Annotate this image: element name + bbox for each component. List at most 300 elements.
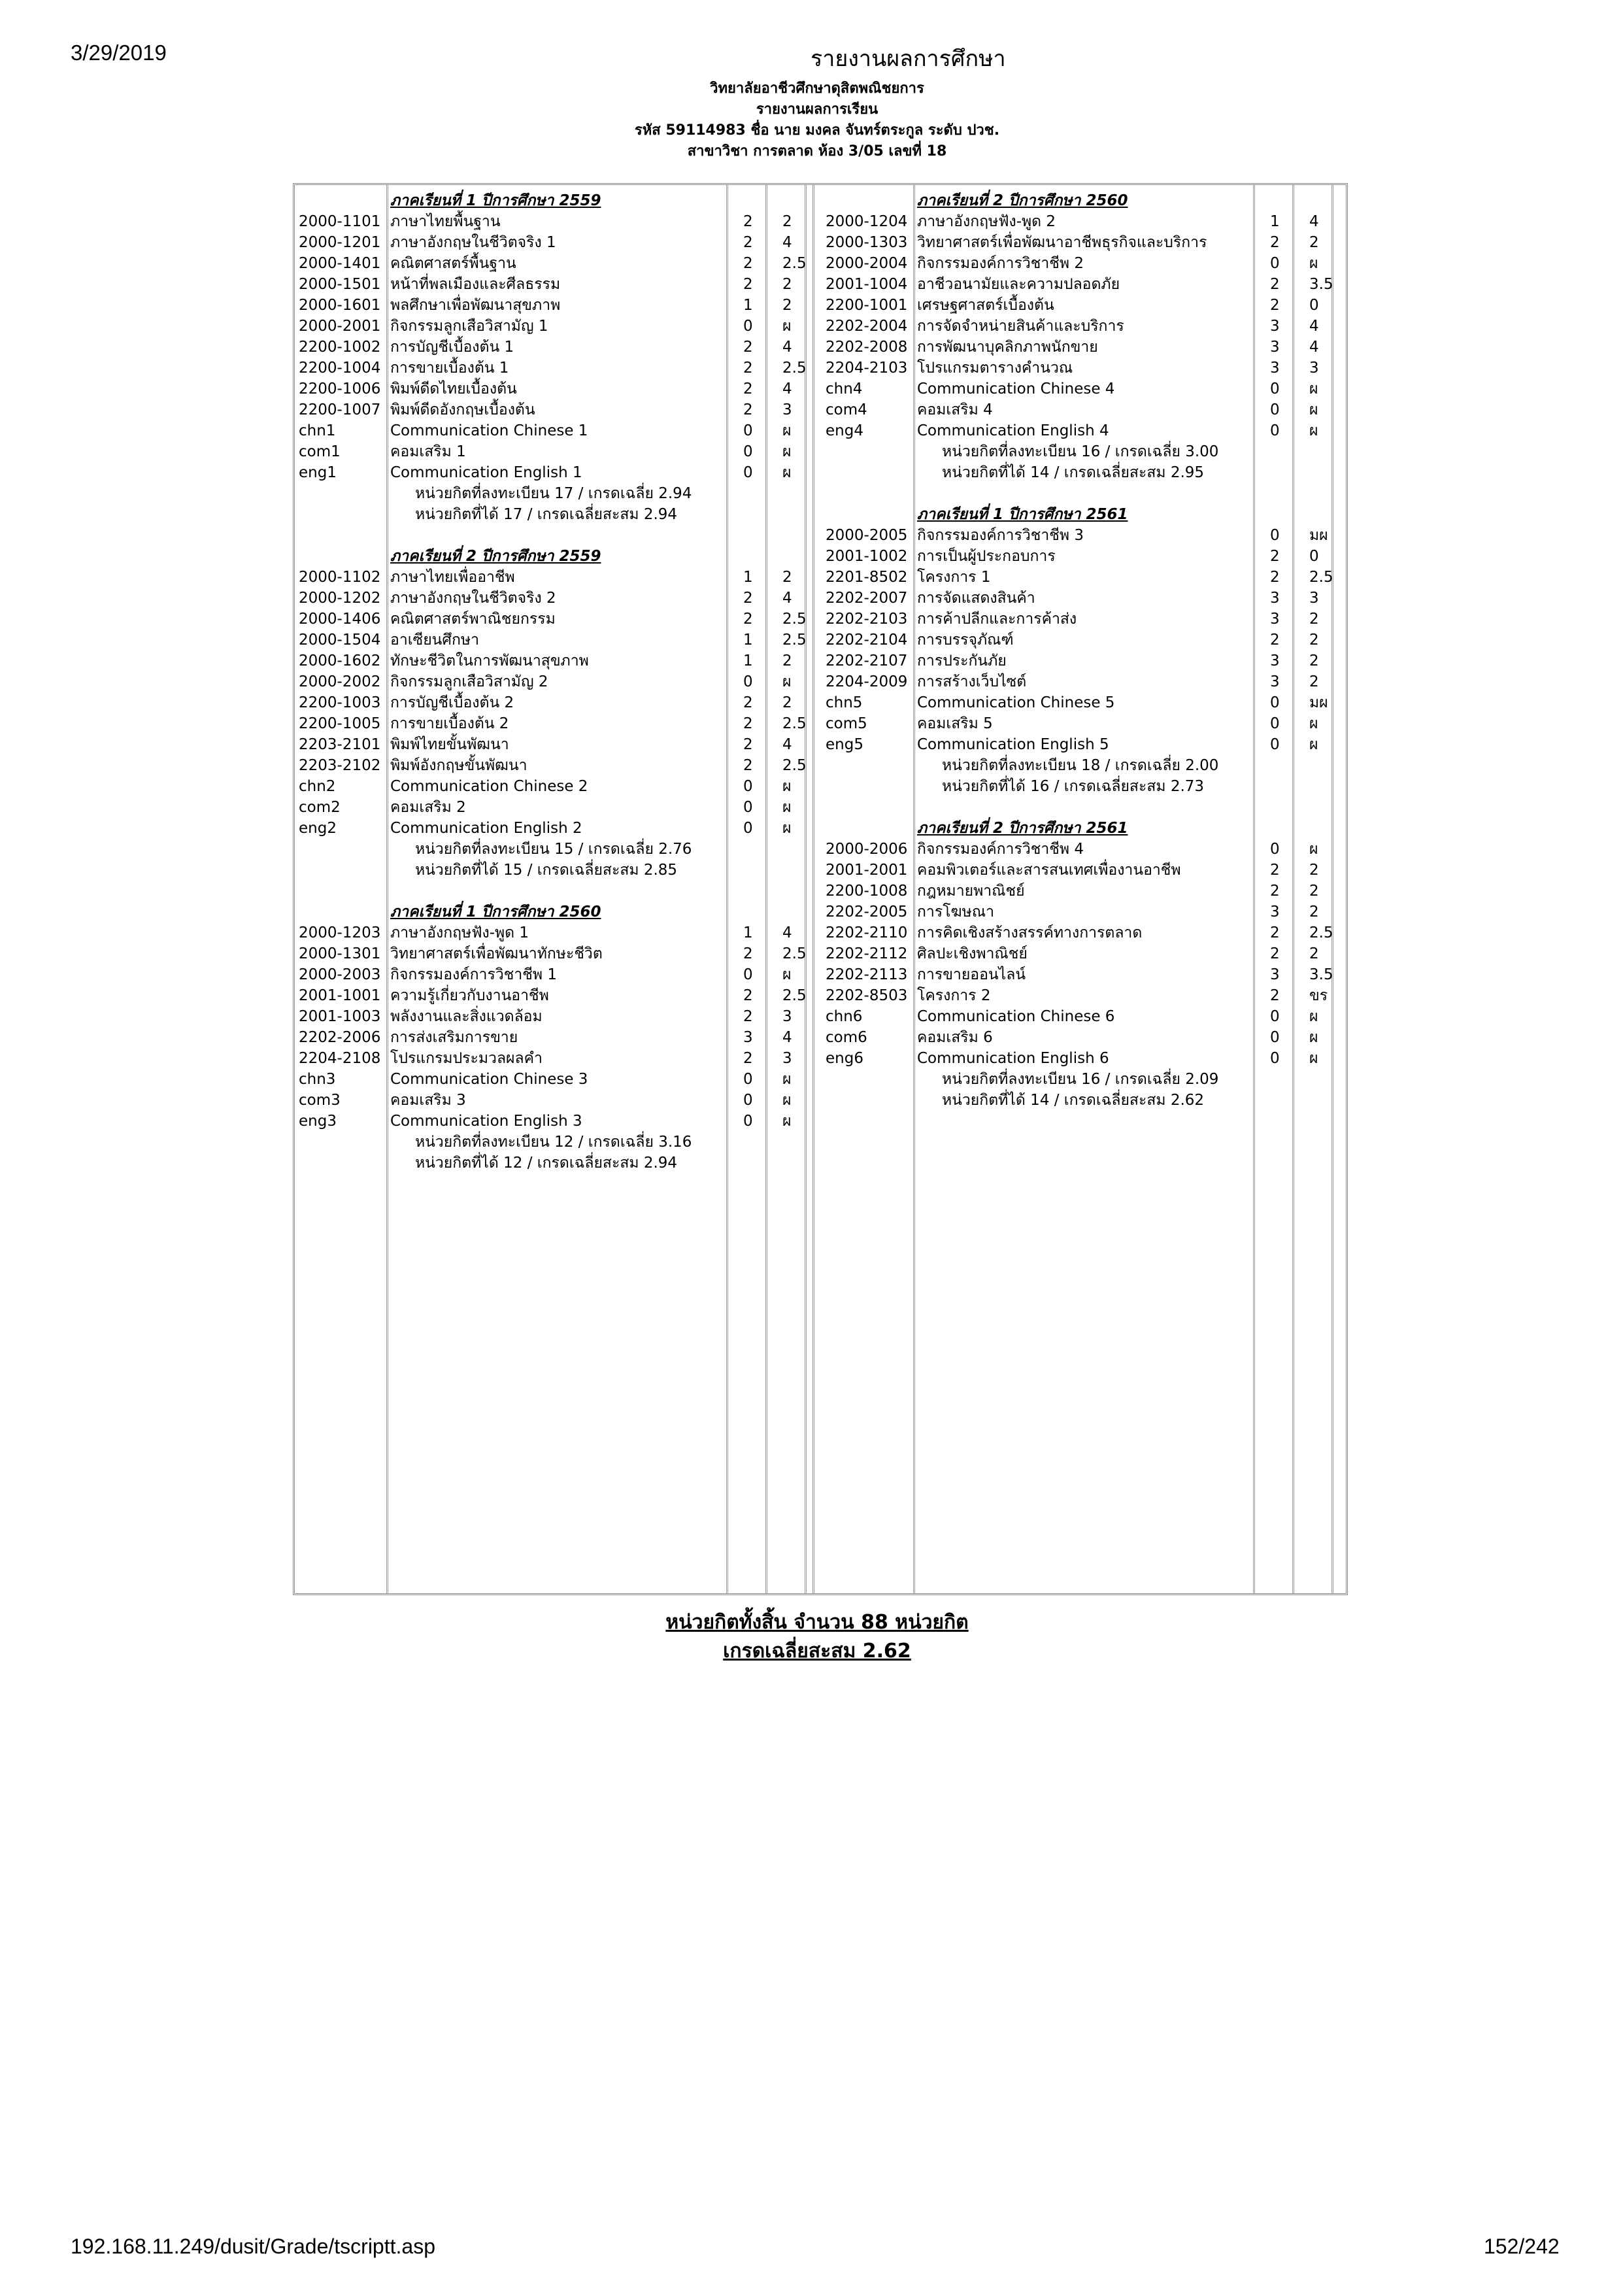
course-code: chn1 xyxy=(299,422,336,439)
course-name: การขายออนไลน์ xyxy=(917,966,1026,983)
course-code: 2000-2001 xyxy=(299,318,381,335)
course-row xyxy=(822,839,1345,860)
course-row xyxy=(822,588,1345,609)
semester-summary: หน่วยกิตที่ได้ 14 / เกรดเฉลี่ยสะสม 2.95 xyxy=(942,464,1205,481)
course-grade: 2.5 xyxy=(782,360,807,377)
course-code: 2203-2101 xyxy=(299,736,381,753)
course-name: คอมเสริม 2 xyxy=(390,799,466,816)
course-row xyxy=(295,567,812,588)
course-name: คอมเสริม 1 xyxy=(390,443,466,460)
course-credits: 0 xyxy=(743,443,753,460)
course-credits: 0 xyxy=(1270,715,1280,732)
course-grade: ผ xyxy=(782,1092,792,1109)
course-name: Communication English 6 xyxy=(917,1050,1109,1067)
course-row xyxy=(822,943,1345,964)
course-row xyxy=(822,881,1345,902)
course-name: อาชีวอนามัยและความปลอดภัย xyxy=(917,276,1120,293)
semester-summary: หน่วยกิตที่ได้ 17 / เกรดเฉลี่ยสะสม 2.94 xyxy=(415,506,678,523)
course-grade: มผ xyxy=(1309,527,1328,544)
course-grade: 2 xyxy=(1309,673,1319,690)
semester-heading: ภาคเรียนที่ 2 ปีการศึกษา 2559 xyxy=(390,548,601,565)
course-row xyxy=(295,379,812,399)
course-grade: ผ xyxy=(782,422,792,439)
course-row xyxy=(822,1048,1345,1069)
course-name: พลังงานและสิ่งแวดล้อม xyxy=(390,1008,543,1025)
page-title: รายงานผลการศึกษา xyxy=(811,46,1006,71)
course-code: 2000-2003 xyxy=(299,966,381,983)
course-row xyxy=(822,922,1345,943)
course-code: 2000-1102 xyxy=(299,569,381,586)
course-grade: 2.5 xyxy=(782,632,807,649)
report-header xyxy=(458,78,1177,162)
course-credits: 2 xyxy=(743,380,753,397)
course-grade: ขร xyxy=(1309,987,1328,1004)
course-code: 2200-1007 xyxy=(299,401,381,418)
course-credits: 0 xyxy=(1270,527,1280,544)
semester-summary: หน่วยกิตที่ลงทะเบียน 17 / เกรดเฉลี่ย 2.94 xyxy=(415,485,692,502)
course-credits: 2 xyxy=(743,945,753,962)
course-name: การขายเบื้องต้น 2 xyxy=(390,715,509,732)
course-name: Communication Chinese 5 xyxy=(917,694,1115,711)
course-row xyxy=(295,316,812,337)
course-code: 2200-1001 xyxy=(826,297,908,314)
course-code: eng4 xyxy=(826,422,863,439)
course-credits: 0 xyxy=(743,464,753,481)
summary-row xyxy=(822,1069,1345,1090)
course-row xyxy=(822,1006,1345,1027)
course-row xyxy=(295,274,812,295)
course-credits: 1 xyxy=(743,569,753,586)
course-name: คณิตศาสตร์พาณิชยกรรม xyxy=(390,611,556,628)
course-credits: 2 xyxy=(743,1008,753,1025)
course-credits: 3 xyxy=(1270,318,1280,335)
course-grade: 3 xyxy=(782,1050,792,1067)
course-credits: 3 xyxy=(1270,611,1280,628)
report-name: รายงานผลการเรียน xyxy=(756,101,878,118)
course-grade: ผ xyxy=(1309,841,1318,858)
course-grade: 4 xyxy=(782,924,792,941)
course-name: Communication Chinese 3 xyxy=(390,1071,588,1088)
course-row xyxy=(822,420,1345,441)
course-name: การพัฒนาบุคลิกภาพนักขาย xyxy=(917,339,1098,356)
course-name: วิทยาศาสตร์เพื่อพัฒนาทักษะชีวิต xyxy=(390,945,603,962)
course-code: 2202-2107 xyxy=(826,652,908,669)
course-credits: 3 xyxy=(1270,590,1280,607)
course-code: 2200-1003 xyxy=(299,694,381,711)
course-grade: ผ xyxy=(782,464,792,481)
course-name: Communication Chinese 4 xyxy=(917,380,1115,397)
course-grade: 2 xyxy=(782,213,792,230)
course-code: chn2 xyxy=(299,778,336,795)
course-code: 2000-1101 xyxy=(299,213,381,230)
course-code: com1 xyxy=(299,443,341,460)
course-name: ภาษาไทยเพื่ออาชีพ xyxy=(390,569,515,586)
summary-row xyxy=(295,839,812,860)
course-code: chn5 xyxy=(826,694,863,711)
course-grade: 2.5 xyxy=(782,255,807,272)
semester-row xyxy=(822,818,1345,839)
course-grade: ผ xyxy=(1309,255,1318,272)
course-row xyxy=(295,358,812,379)
course-credits: 2 xyxy=(743,715,753,732)
course-grade: 2 xyxy=(1309,903,1319,920)
course-credits: 2 xyxy=(743,234,753,251)
semester-summary: หน่วยกิตที่ได้ 14 / เกรดเฉลี่ยสะสม 2.62 xyxy=(942,1092,1205,1109)
course-row xyxy=(295,253,812,274)
course-grade: 2 xyxy=(1309,632,1319,649)
course-grade: 2 xyxy=(1309,862,1319,879)
course-name: กิจกรรมองค์การวิชาชีพ 2 xyxy=(917,255,1084,272)
course-grade: ผ xyxy=(782,778,792,795)
course-row xyxy=(822,379,1345,399)
course-grade: ผ xyxy=(782,673,792,690)
course-code: 2202-2005 xyxy=(826,903,908,920)
summary-row xyxy=(295,504,812,525)
course-grade: ผ xyxy=(782,966,792,983)
course-row xyxy=(295,1090,812,1111)
course-credits: 0 xyxy=(1270,1029,1280,1046)
course-grade: ผ xyxy=(782,820,792,837)
course-row xyxy=(295,1111,812,1132)
course-credits: 0 xyxy=(1270,736,1280,753)
course-code: eng3 xyxy=(299,1113,337,1130)
semester-summary: หน่วยกิตที่ได้ 15 / เกรดเฉลี่ยสะสม 2.85 xyxy=(415,862,678,879)
semester-summary: หน่วยกิตที่ลงทะเบียน 18 / เกรดเฉลี่ย 2.00 xyxy=(942,757,1219,774)
course-row xyxy=(822,232,1345,253)
course-row xyxy=(295,1006,812,1027)
semester-heading: ภาคเรียนที่ 1 ปีการศึกษา 2560 xyxy=(390,903,601,920)
course-credits: 3 xyxy=(1270,360,1280,377)
course-code: 2202-2112 xyxy=(826,945,908,962)
course-grade: 3 xyxy=(782,1008,792,1025)
course-grade: 2 xyxy=(782,652,792,669)
course-code: 2202-2004 xyxy=(826,318,908,335)
blank-row xyxy=(295,525,812,546)
course-credits: 2 xyxy=(743,213,753,230)
course-row xyxy=(295,588,812,609)
course-name: Communication English 5 xyxy=(917,736,1109,753)
course-grade: 3.5 xyxy=(1309,966,1333,983)
course-grade: ผ xyxy=(782,1071,792,1088)
semester-heading: ภาคเรียนที่ 2 ปีการศึกษา 2561 xyxy=(917,820,1128,837)
course-code: 2201-8502 xyxy=(826,569,908,586)
course-code: eng2 xyxy=(299,820,337,837)
course-name: กิจกรรมลูกเสือวิสามัญ 1 xyxy=(390,318,548,335)
course-row xyxy=(822,253,1345,274)
cumulative-gpa: เกรดเฉลี่ยสะสม 2.62 xyxy=(723,1640,911,1663)
course-code: 2200-1004 xyxy=(299,360,381,377)
semester-heading: ภาคเรียนที่ 2 ปีการศึกษา 2560 xyxy=(917,192,1128,209)
course-row xyxy=(295,420,812,441)
course-grade: ผ xyxy=(1309,422,1318,439)
class-info: สาขาวิชา การตลาด ห้อง 3/05 เลขที่ 18 xyxy=(687,143,947,160)
course-name: การบัญชีเบื้องต้น 1 xyxy=(390,339,514,356)
course-name: การโฆษณา xyxy=(917,903,995,920)
course-code: 2001-1003 xyxy=(299,1008,381,1025)
semester-summary: หน่วยกิตที่ลงทะเบียน 16 / เกรดเฉลี่ย 3.00 xyxy=(942,443,1219,460)
course-row xyxy=(822,358,1345,379)
course-row xyxy=(822,630,1345,650)
summary-row xyxy=(822,776,1345,797)
course-grade: 3.5 xyxy=(1309,276,1333,293)
course-grade: ผ xyxy=(1309,401,1318,418)
course-row xyxy=(295,755,812,776)
course-credits: 2 xyxy=(1270,883,1280,900)
course-code: chn6 xyxy=(826,1008,863,1025)
course-credits: 1 xyxy=(743,924,753,941)
course-grade: 4 xyxy=(782,380,792,397)
course-code: 2204-2103 xyxy=(826,360,908,377)
course-name: การจัดแสดงสินค้า xyxy=(917,590,1035,607)
summary-row xyxy=(295,1153,812,1173)
course-row xyxy=(822,671,1345,692)
course-credits: 0 xyxy=(1270,255,1280,272)
blank-row xyxy=(822,483,1345,504)
course-grade: 2 xyxy=(1309,611,1319,628)
course-code: chn4 xyxy=(826,380,863,397)
course-credits: 2 xyxy=(743,611,753,628)
course-name: อาเซียนศึกษา xyxy=(390,632,480,649)
summary-row xyxy=(295,483,812,504)
course-name: โปรแกรมตารางคำนวณ xyxy=(917,360,1073,377)
course-code: 2202-2110 xyxy=(826,924,908,941)
course-row xyxy=(295,734,812,755)
course-grade: ผ xyxy=(1309,1008,1318,1025)
course-row xyxy=(295,818,812,839)
course-credits: 3 xyxy=(1270,903,1280,920)
course-grade: 3 xyxy=(1309,360,1319,377)
course-row xyxy=(295,776,812,797)
course-grade: ผ xyxy=(1309,1029,1318,1046)
course-row xyxy=(295,232,812,253)
course-code: 2202-2104 xyxy=(826,632,908,649)
course-grade: 2 xyxy=(1309,883,1319,900)
course-code: 2202-2007 xyxy=(826,590,908,607)
course-name: พิมพ์ไทยขั้นพัฒนา xyxy=(390,736,509,753)
course-row xyxy=(822,316,1345,337)
course-row xyxy=(822,295,1345,316)
course-grade: 4 xyxy=(782,736,792,753)
course-row xyxy=(295,630,812,650)
summary-row xyxy=(295,1132,812,1153)
course-grade: ผ xyxy=(782,443,792,460)
course-name: การประกันภัย xyxy=(917,652,1007,669)
course-code: com4 xyxy=(826,401,867,418)
course-code: 2000-1602 xyxy=(299,652,381,669)
course-grade: 3 xyxy=(1309,590,1319,607)
page-url: 192.168.11.249/dusit/Grade/tscriptt.asp xyxy=(71,2235,435,2258)
course-row xyxy=(822,609,1345,630)
course-row xyxy=(295,985,812,1006)
course-credits: 2 xyxy=(743,255,753,272)
course-row xyxy=(822,1027,1345,1048)
semester-heading: ภาคเรียนที่ 1 ปีการศึกษา 2559 xyxy=(390,192,601,209)
course-code: 2001-1004 xyxy=(826,276,908,293)
print-date: 3/29/2019 xyxy=(71,41,167,65)
course-name: กิจกรรมองค์การวิชาชีพ 3 xyxy=(917,527,1084,544)
semester-row xyxy=(295,546,812,567)
course-grade: ผ xyxy=(1309,736,1318,753)
course-code: 2000-2005 xyxy=(826,527,908,544)
college-name: วิทยาลัยอาชีวศึกษาดุสิตพณิชยการ xyxy=(710,80,924,97)
course-name: ความรู้เกี่ยวกับงานอาชีพ xyxy=(390,987,549,1004)
course-code: 2204-2009 xyxy=(826,673,908,690)
course-grade: 2.5 xyxy=(1309,569,1333,586)
course-code: 2202-2006 xyxy=(299,1029,381,1046)
course-code: 2000-1301 xyxy=(299,945,381,962)
course-row xyxy=(295,295,812,316)
course-name: การสร้างเว็บไซต์ xyxy=(917,673,1027,690)
course-code: 2200-1002 xyxy=(299,339,381,356)
course-name: กิจกรรมลูกเสือวิสามัญ 2 xyxy=(390,673,548,690)
summary-row xyxy=(822,755,1345,776)
course-row xyxy=(822,734,1345,755)
course-name: โปรแกรมประมวลผลคำ xyxy=(390,1050,543,1067)
course-credits: 0 xyxy=(743,820,753,837)
course-credits: 2 xyxy=(1270,276,1280,293)
course-row xyxy=(295,671,812,692)
left-course-column xyxy=(295,190,812,1173)
course-code: 2202-2103 xyxy=(826,611,908,628)
course-credits: 0 xyxy=(743,1113,753,1130)
course-name: พิมพ์อังกฤษขั้นพัฒนา xyxy=(390,757,527,774)
page-number: 152/242 xyxy=(1484,2235,1560,2258)
course-credits: 0 xyxy=(1270,401,1280,418)
course-grade: 4 xyxy=(782,234,792,251)
course-code: 2202-8503 xyxy=(826,987,908,1004)
total-credits: หน่วยกิตทั้งสิ้น จำนวน 88 หน่วยกิต xyxy=(665,1611,969,1634)
course-code: 2000-1601 xyxy=(299,297,381,314)
course-row xyxy=(822,985,1345,1006)
course-credits: 0 xyxy=(1270,422,1280,439)
course-row xyxy=(295,650,812,671)
course-code: 2000-1501 xyxy=(299,276,381,293)
course-credits: 2 xyxy=(743,360,753,377)
course-name: การค้าปลีกและการค้าส่ง xyxy=(917,611,1077,628)
course-row xyxy=(295,1069,812,1090)
course-credits: 3 xyxy=(1270,673,1280,690)
course-credits: 2 xyxy=(743,276,753,293)
course-code: com3 xyxy=(299,1092,341,1109)
course-row xyxy=(822,567,1345,588)
course-grade: 4 xyxy=(1309,339,1319,356)
course-grade: 2 xyxy=(782,276,792,293)
summary-row xyxy=(295,860,812,881)
course-grade: 4 xyxy=(1309,213,1319,230)
course-name: Communication English 2 xyxy=(390,820,582,837)
course-credits: 0 xyxy=(743,318,753,335)
course-credits: 2 xyxy=(1270,234,1280,251)
course-code: 2202-2008 xyxy=(826,339,908,356)
course-credits: 2 xyxy=(743,757,753,774)
course-code: 2001-1001 xyxy=(299,987,381,1004)
course-code: com2 xyxy=(299,799,341,816)
semester-row xyxy=(822,504,1345,525)
course-credits: 2 xyxy=(1270,862,1280,879)
course-name: Communication Chinese 2 xyxy=(390,778,588,795)
course-code: 2200-1005 xyxy=(299,715,381,732)
course-code: 2202-2113 xyxy=(826,966,908,983)
course-credits: 2 xyxy=(743,736,753,753)
blank-row xyxy=(295,881,812,902)
course-grade: 2.5 xyxy=(782,715,807,732)
course-credits: 1 xyxy=(743,632,753,649)
semester-summary: หน่วยกิตที่ลงทะเบียน 16 / เกรดเฉลี่ย 2.09 xyxy=(942,1071,1219,1088)
course-code: 2203-2102 xyxy=(299,757,381,774)
course-grade: 2 xyxy=(1309,652,1319,669)
course-name: พิมพ์ดีดอังกฤษเบื้องต้น xyxy=(390,401,535,418)
course-name: การจัดจำหน่ายสินค้าและบริการ xyxy=(917,318,1124,335)
course-row xyxy=(295,964,812,985)
course-code: 2000-1201 xyxy=(299,234,381,251)
course-credits: 2 xyxy=(743,339,753,356)
course-name: พลศึกษาเพื่อพัฒนาสุขภาพ xyxy=(390,297,561,314)
course-row xyxy=(295,399,812,420)
course-row xyxy=(822,713,1345,734)
course-name: ภาษาอังกฤษในชีวิตจริง 1 xyxy=(390,234,556,251)
course-credits: 2 xyxy=(743,590,753,607)
course-code: chn3 xyxy=(299,1071,336,1088)
semester-summary: หน่วยกิตที่ลงทะเบียน 12 / เกรดเฉลี่ย 3.16 xyxy=(415,1134,692,1151)
course-code: 2000-2006 xyxy=(826,841,908,858)
course-credits: 1 xyxy=(1270,213,1280,230)
course-row xyxy=(822,650,1345,671)
course-name: กิจกรรมองค์การวิชาชีพ 4 xyxy=(917,841,1084,858)
course-row xyxy=(822,964,1345,985)
course-credits: 2 xyxy=(1270,632,1280,649)
course-credits: 3 xyxy=(743,1029,753,1046)
column-divider xyxy=(812,185,814,1593)
course-credits: 0 xyxy=(1270,841,1280,858)
course-grade: 2.5 xyxy=(782,757,807,774)
course-name: คณิตศาสตร์พื้นฐาน xyxy=(390,255,516,272)
transcript-table xyxy=(293,183,1348,1595)
course-code: 2000-2004 xyxy=(826,255,908,272)
course-grade: ผ xyxy=(782,1113,792,1130)
course-code: 2000-2002 xyxy=(299,673,381,690)
course-credits: 0 xyxy=(743,1092,753,1109)
course-row xyxy=(295,337,812,358)
course-row xyxy=(295,1027,812,1048)
course-credits: 3 xyxy=(1270,339,1280,356)
summary-row xyxy=(822,1090,1345,1111)
course-row xyxy=(295,211,812,232)
course-name: โครงการ 1 xyxy=(917,569,991,586)
course-name: คอมเสริม 5 xyxy=(917,715,993,732)
course-grade: 4 xyxy=(782,590,792,607)
course-row xyxy=(822,211,1345,232)
course-code: 2000-1406 xyxy=(299,611,381,628)
course-grade: 4 xyxy=(782,1029,792,1046)
course-grade: 2.5 xyxy=(1309,924,1333,941)
course-row xyxy=(295,441,812,462)
course-row xyxy=(295,797,812,818)
course-code: 2000-1504 xyxy=(299,632,381,649)
course-grade: 2 xyxy=(782,694,792,711)
course-grade: 2 xyxy=(1309,234,1319,251)
course-name: วิทยาศาสตร์เพื่อพัฒนาอาชีพธุรกิจและบริการ xyxy=(917,234,1207,251)
course-name: คอมเสริม 4 xyxy=(917,401,993,418)
course-name: ภาษาอังกฤษฟัง-พูด 2 xyxy=(917,213,1056,230)
course-grade: 2.5 xyxy=(782,945,807,962)
course-row xyxy=(295,1048,812,1069)
course-row xyxy=(295,692,812,713)
course-credits: 0 xyxy=(1270,380,1280,397)
summary-row xyxy=(822,462,1345,483)
semester-row xyxy=(295,190,812,211)
semester-summary: หน่วยกิตที่ได้ 12 / เกรดเฉลี่ยสะสม 2.94 xyxy=(415,1155,678,1172)
course-credits: 2 xyxy=(1270,569,1280,586)
